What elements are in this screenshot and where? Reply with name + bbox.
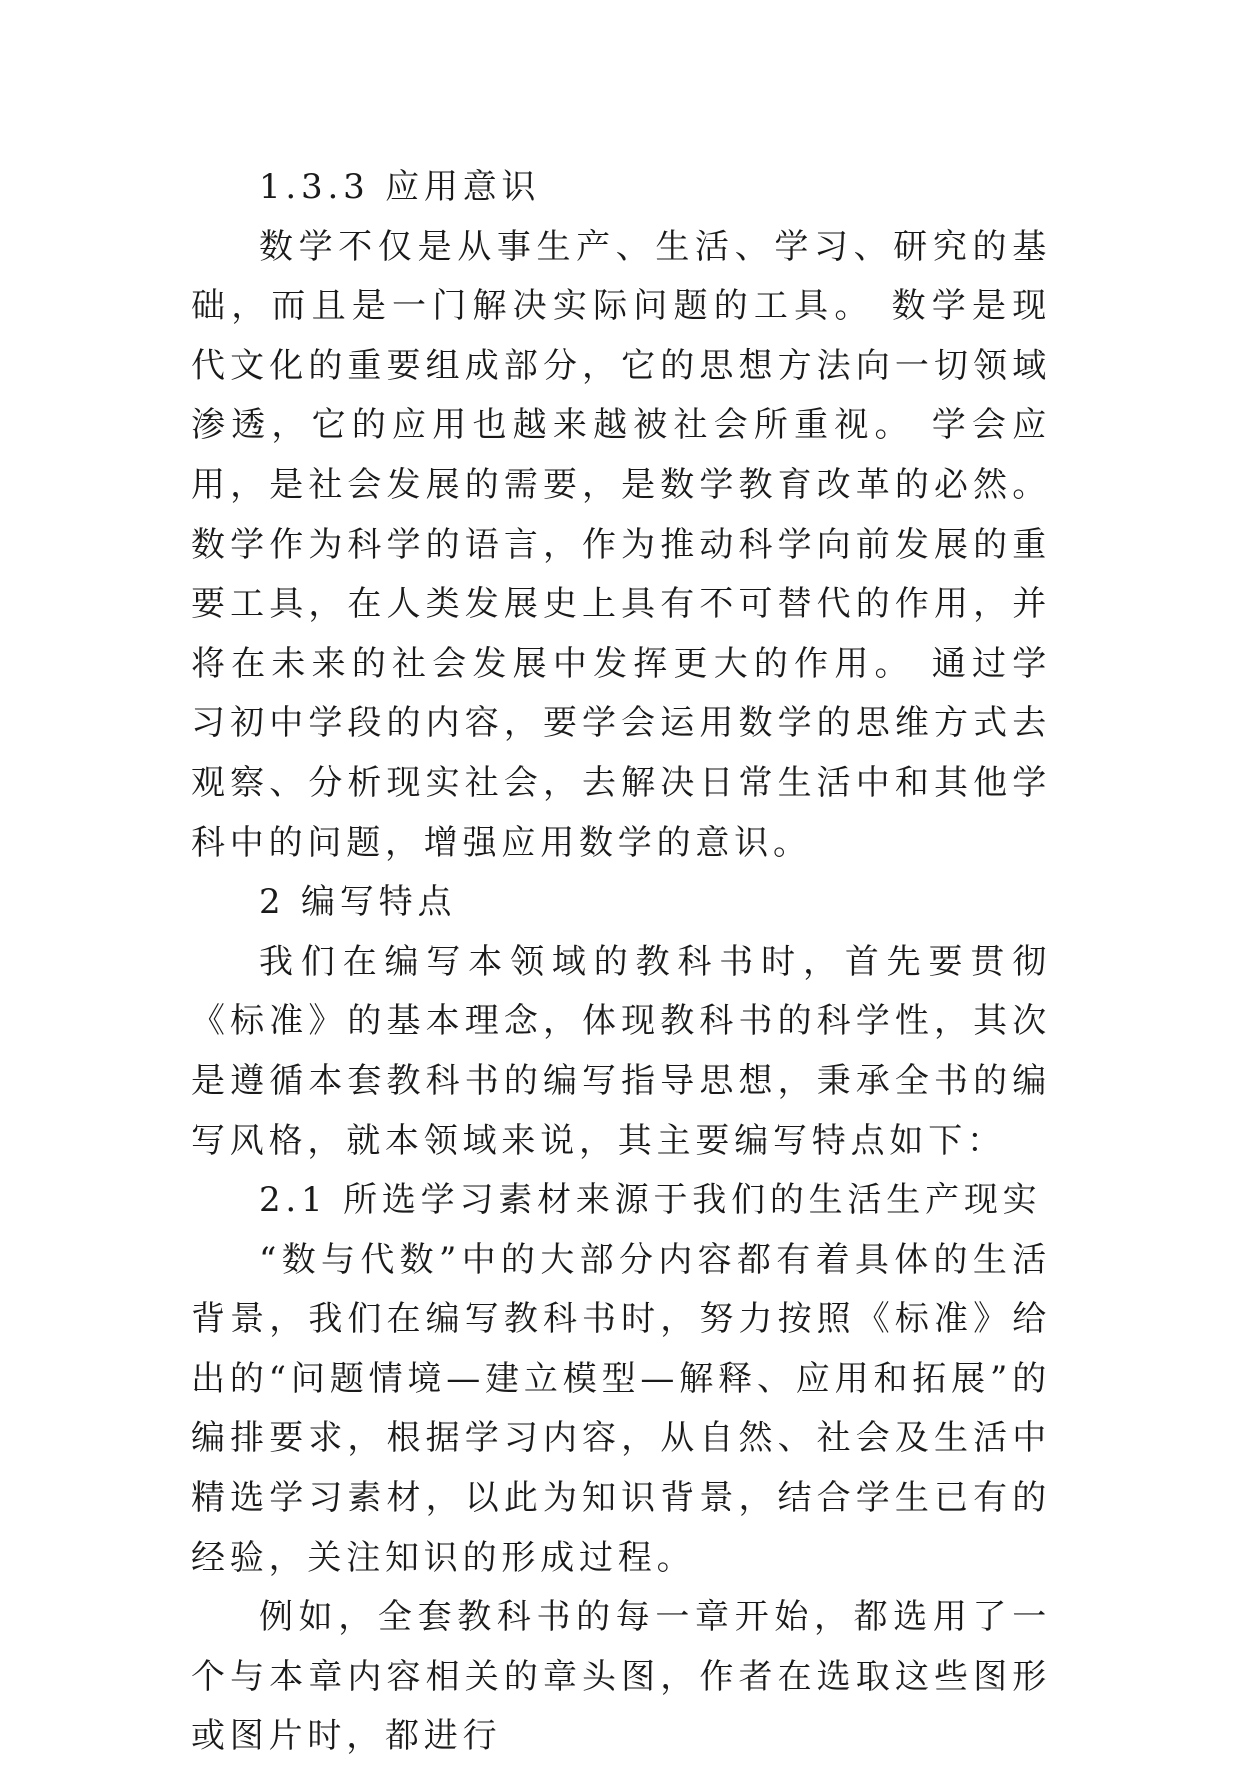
section-heading-2: 2 编写特点 [259,882,457,923]
paragraph-writing-features-intro: 我们在编写本领域的教科书时，首先要贯彻《标准》的基本理念，体现教科书的科学性，其次是遵循本套教科书的编写指导思想，秉承全书的编写风格，就本领域来说，其主要编写特点如下： [191,941,1051,1161]
paragraph-learning-materials: “数与代数”中的大部分内容都有着具体的生活背景，我们在编写教科书时，努力按照《标准》给出的“问题情境—建立模型—解释、应用和拓展”的编排要求，根据学习内容，从自然、社会及生活中精选学习素材，以此为知识背景，结合学生已有的经验，关注知识的形成过程。 [191,1239,1051,1578]
document-body [191,158,1051,1767]
section-heading-2-1: 2.1 所选学习素材来源于我们的生活生产现实 [259,1180,1042,1221]
section-heading-1-3-3: 1.3.3 应用意识 [259,167,541,207]
paragraph-example-chapter-images: 例如，全套教科书的每一章开始，都选用了一个与本章内容相关的章头图，作者在选取这些图形或图片时，都进行 [191,1597,1051,1757]
paragraph-application-awareness: 数学不仅是从事生产、生活、学习、研究的基础，而且是一门解决实际问题的工具。 数学是现代文化的重要组成部分，它的思想方法向一切领域渗透，它的应用也越来越被社会所重视。 学会应用，是社会发展的需要，是数学教育改革的必然。 数学作为科学的语言，作为推动科学向前发展的重要工具，在人类发展史上具有不可替代的作用，并将在未来的社会发展中发挥更大的作用。 通过学习初中学段的内容，要学会运用数学的思维方式去观察、分析现实社会，去解决日常生活中和其他学科中的问题，增强应用数学的意识。 [191,226,1051,863]
